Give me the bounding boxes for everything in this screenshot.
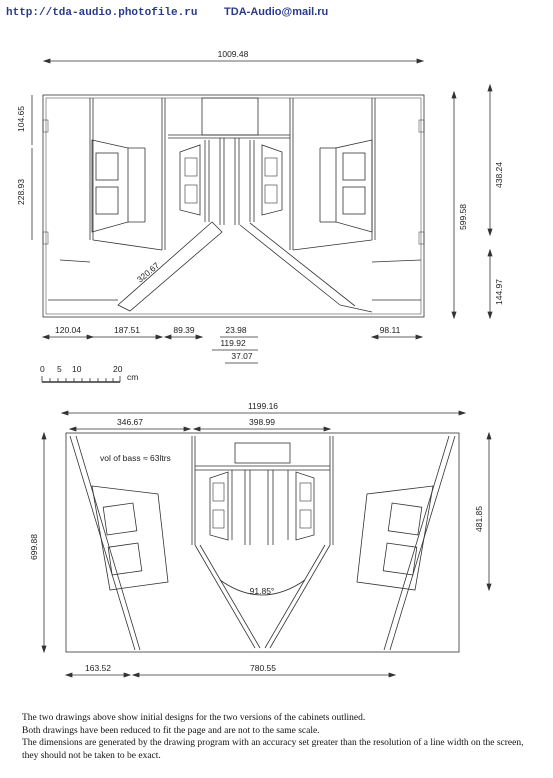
scale-bar <box>40 364 138 382</box>
driver-right-1 <box>343 153 365 180</box>
header-email: TDA-Audio@mail.ru <box>224 6 329 18</box>
mid-left-2 <box>210 472 228 540</box>
dim-left-mid: 228.93 <box>16 179 26 205</box>
woofer-left <box>92 140 128 232</box>
top-center-block <box>202 98 258 135</box>
driver-2-left-1 <box>103 503 137 535</box>
scale-tick-10: 10 <box>72 364 82 374</box>
caption-line-1: The two drawings above show initial designs for the two versions of the cabinets outlined. <box>22 713 366 723</box>
dim-diagonal: 320.67 <box>134 260 162 285</box>
dim-bottom-1: 120.04 <box>55 325 81 335</box>
driver-2-left-2 <box>108 543 142 575</box>
dim-bottom-2: 187.51 <box>114 325 140 335</box>
caption-line-3: The dimensions are generated by the drawing program with an accuracy set greater than the resolution of a line width on the screen, they should not be taken to be exact. <box>22 738 524 761</box>
woofer-right-2 <box>357 486 433 590</box>
drawing-1 <box>16 49 504 363</box>
caption <box>22 712 532 762</box>
dim-bottom-4: 23.98 <box>225 325 247 335</box>
driver-left-2 <box>96 187 118 214</box>
dim-overall-width-2: 1199.16 <box>247 401 279 411</box>
woofer-left-2 <box>92 486 168 590</box>
dim-top-mid-2: 398.99 <box>249 417 275 427</box>
mid-right <box>262 145 282 215</box>
cabinet-1-outline <box>43 95 424 317</box>
woofer-right <box>336 140 372 232</box>
driver-right-2 <box>343 187 365 214</box>
driver-2-right-1 <box>388 503 422 535</box>
dim-right-bottom: 144.97 <box>494 279 504 305</box>
dim-overall-width: 1009.48 <box>217 49 249 59</box>
scale-unit: cm <box>127 372 139 382</box>
dim-right-height: 599.58 <box>458 204 468 230</box>
scale-tick-0: 0 <box>40 364 45 374</box>
caption-line-2: Both drawings have been reduced to fit the page and are not to the same scale. <box>22 725 320 736</box>
dim-bottom-7: 98.11 <box>379 325 401 335</box>
dim-left-top: 104.65 <box>16 106 26 132</box>
scale-tick-5: 5 <box>57 364 62 374</box>
mid-left <box>180 145 200 215</box>
mid-right-2 <box>296 472 314 540</box>
dim-bottom-mid-2: 780.55 <box>250 663 276 673</box>
dim-left-height-2: 699.88 <box>29 534 39 560</box>
drawing-2 <box>29 401 491 677</box>
header-url: http://tda-audio.photofile.ru <box>6 7 198 19</box>
scale-tick-20: 20 <box>113 364 123 374</box>
top-center-block-2 <box>235 443 290 463</box>
dim-angle: 91.85° <box>249 586 275 596</box>
dim-bottom-left-2: 163.52 <box>85 663 111 673</box>
dim-bottom-5: 119.92 <box>220 338 246 348</box>
dim-right-top: 438.24 <box>494 162 504 188</box>
diagonal-panel-left <box>118 222 222 311</box>
dim-bottom-3: 89.39 <box>173 325 195 335</box>
dim-bottom-6: 37.07 <box>231 351 253 361</box>
driver-left-1 <box>96 153 118 180</box>
dim-top-left-2: 346.67 <box>117 417 143 427</box>
dim-right-height-2: 481.85 <box>474 506 484 532</box>
vol-of-bass-label: vol of bass ≈ 63ltrs <box>100 453 171 463</box>
